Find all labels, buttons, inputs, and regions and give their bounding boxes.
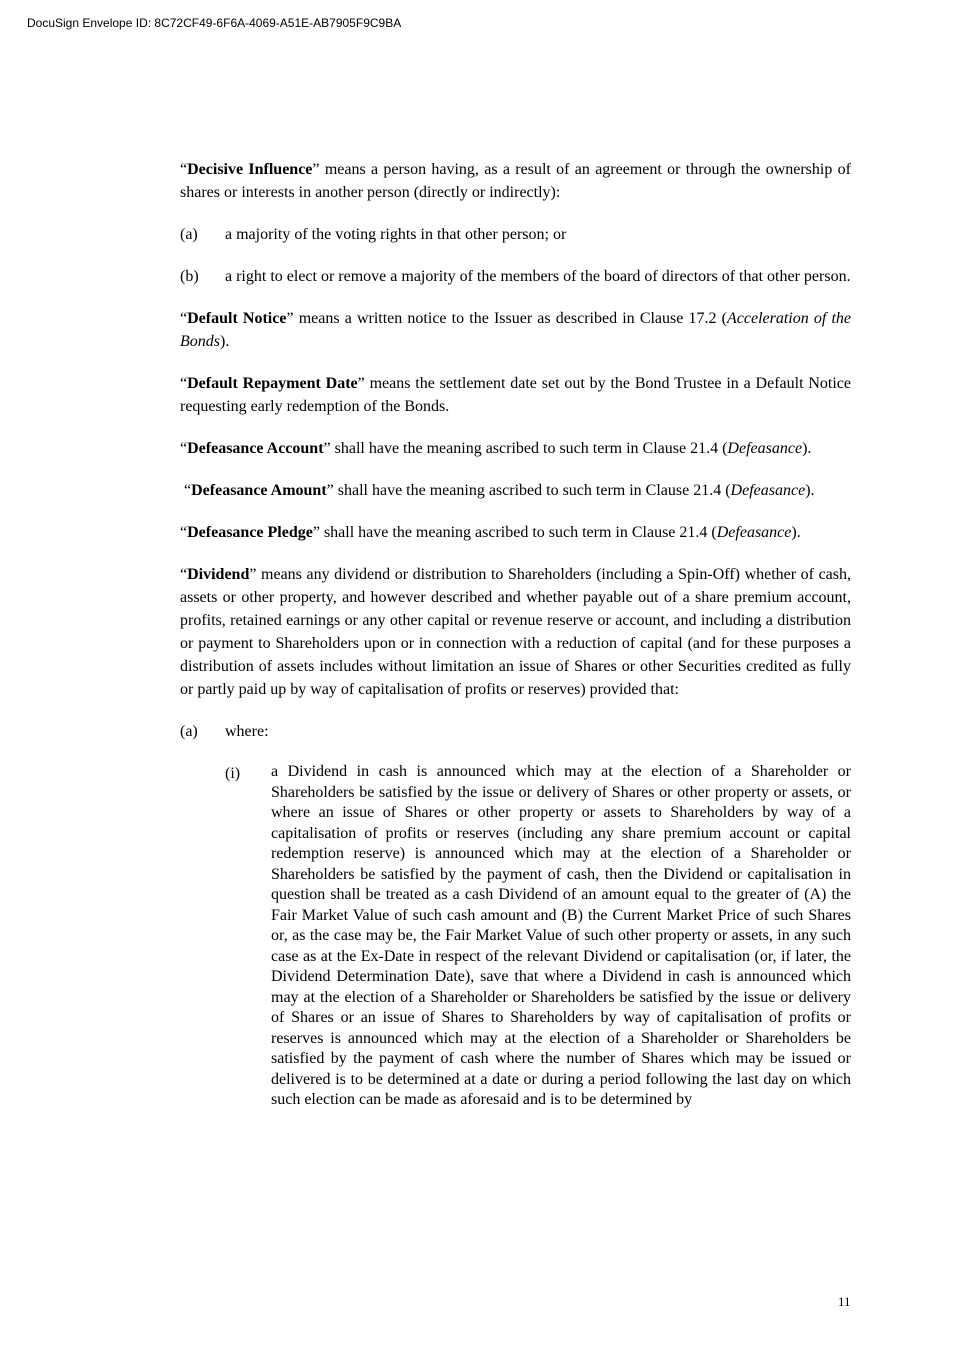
definition-defeasance-pledge bbox=[180, 521, 851, 544]
envelope-id: DocuSign Envelope ID: 8C72CF49-6F6A-4069-A51E-AB7905F9C9BA bbox=[27, 16, 402, 30]
clause-reference: Defeasance bbox=[730, 482, 806, 499]
list-item bbox=[180, 720, 851, 743]
list-item bbox=[180, 223, 851, 246]
definition-defeasance-amount bbox=[180, 479, 851, 502]
item-text: where: bbox=[225, 723, 269, 740]
defined-term: Defeasance Amount bbox=[191, 482, 327, 499]
clause-reference: Defeasance bbox=[727, 440, 803, 457]
definition-text: ” shall have the meaning ascribed to such term in Clause 21.4 ( bbox=[323, 440, 728, 457]
quote-open: “ bbox=[184, 482, 192, 499]
definition-text: ” means a written notice to the Issuer as described in Clause 17.2 ( bbox=[286, 310, 727, 327]
sub-item-label: (i) bbox=[225, 765, 241, 782]
item-label: (a) bbox=[180, 723, 198, 740]
item-text: a right to elect or remove a majority of the members of the board of directors of that other person. bbox=[225, 268, 851, 285]
definition-default-notice bbox=[180, 307, 851, 353]
definition-dividend bbox=[180, 563, 851, 701]
definition-text: ” shall have the meaning ascribed to such term in Clause 21.4 ( bbox=[326, 482, 731, 499]
definition-text: ” means the settlement date set out by the Bond Trustee in a Default Notice requesting early redemption of the Bonds. bbox=[180, 375, 851, 415]
definition-defeasance-account bbox=[180, 437, 851, 460]
defined-term: Dividend bbox=[187, 566, 250, 583]
quote-open: “ bbox=[180, 566, 188, 583]
quote-open: “ bbox=[180, 310, 188, 327]
quote-open: “ bbox=[180, 161, 188, 178]
item-label: (b) bbox=[180, 268, 199, 285]
sub-item-text: a Dividend in cash is announced which may at the election of a Shareholder or Shareholders be satisfied by the issue or delivery of Shares or other property or assets, or where an issue of Shares or other property or assets to Shareholders by way of a capitalisation of profits or reserves (including any share premium account or capital redemption reserve) is announced which may at the election of a Shareholder or Shareholders be satisfied by the payment of cash, then the Dividend or capitalisation in question shall be treated as a cash Dividend of an amount equal to the greater of (A) the Fair Market Value of such cash amount and (B) the Current Market Price of such Shares or, as the case may be, the Fair Market Value of such other property or assets, in any such case as at the Ex-Date in respect of the relevant Dividend or capitalisation (or, if later, the Dividend Determination Date), save that where a Dividend in cash is announced which may at the election of a Shareholder or Shareholders be satisfied by the issue or delivery of Shares or an issue of Shares to Shareholders by way of capitalisation of profits or reserves is announced which may at the election of a Shareholder or Shareholders be satisfied by the payment of cash where the number of Shares which may be issued or delivered is to be determined at a date or during a period following the last day on which such election can be made as aforesaid and is to be determined by bbox=[271, 763, 851, 1108]
closing-text: ). bbox=[802, 440, 812, 457]
sub-list-item bbox=[225, 762, 851, 1111]
item-label: (a) bbox=[180, 226, 198, 243]
defined-term: Default Notice bbox=[187, 310, 287, 327]
defined-term: Decisive Influence bbox=[187, 161, 313, 178]
closing-text: ). bbox=[791, 524, 801, 541]
defined-term: Default Repayment Date bbox=[187, 375, 358, 392]
item-text: a majority of the voting rights in that other person; or bbox=[225, 226, 567, 243]
definition-decisive-influence bbox=[180, 158, 851, 204]
clause-reference: Acceleration of the Bonds bbox=[180, 310, 852, 350]
quote-open: “ bbox=[180, 440, 188, 457]
defined-term: Defeasance Pledge bbox=[187, 524, 313, 541]
quote-open: “ bbox=[180, 524, 188, 541]
definition-text: ” means a person having, as a result of an agreement or through the ownership of shares or interests in another person (directly or indirectly): bbox=[180, 161, 851, 201]
closing-text: ). bbox=[805, 482, 815, 499]
definition-text: ” means any dividend or distribution to Shareholders (including a Spin-Off) whether of cash, assets or other property, and however described and whether payable out of a share premium account, profits, retained earnings or any other capital or revenue reserve or account, and including a distribution or payment to Shareholders upon or in connection with a reduction of capital (and for these purposes a distribution of assets includes without limitation an issue of Shares or other Securities credited as fully or partly paid up by way of capitalisation of profits or reserves) provided that: bbox=[180, 566, 851, 698]
list-item bbox=[180, 265, 851, 288]
document-body bbox=[180, 158, 851, 1111]
closing-text: ). bbox=[220, 333, 230, 350]
page-number: 11 bbox=[838, 1294, 851, 1309]
quote-open: “ bbox=[180, 375, 188, 392]
defined-term: Defeasance Account bbox=[187, 440, 324, 457]
clause-reference: Defeasance bbox=[716, 524, 792, 541]
definition-default-repayment-date bbox=[180, 372, 851, 418]
definition-text: ” shall have the meaning ascribed to such term in Clause 21.4 ( bbox=[312, 524, 717, 541]
